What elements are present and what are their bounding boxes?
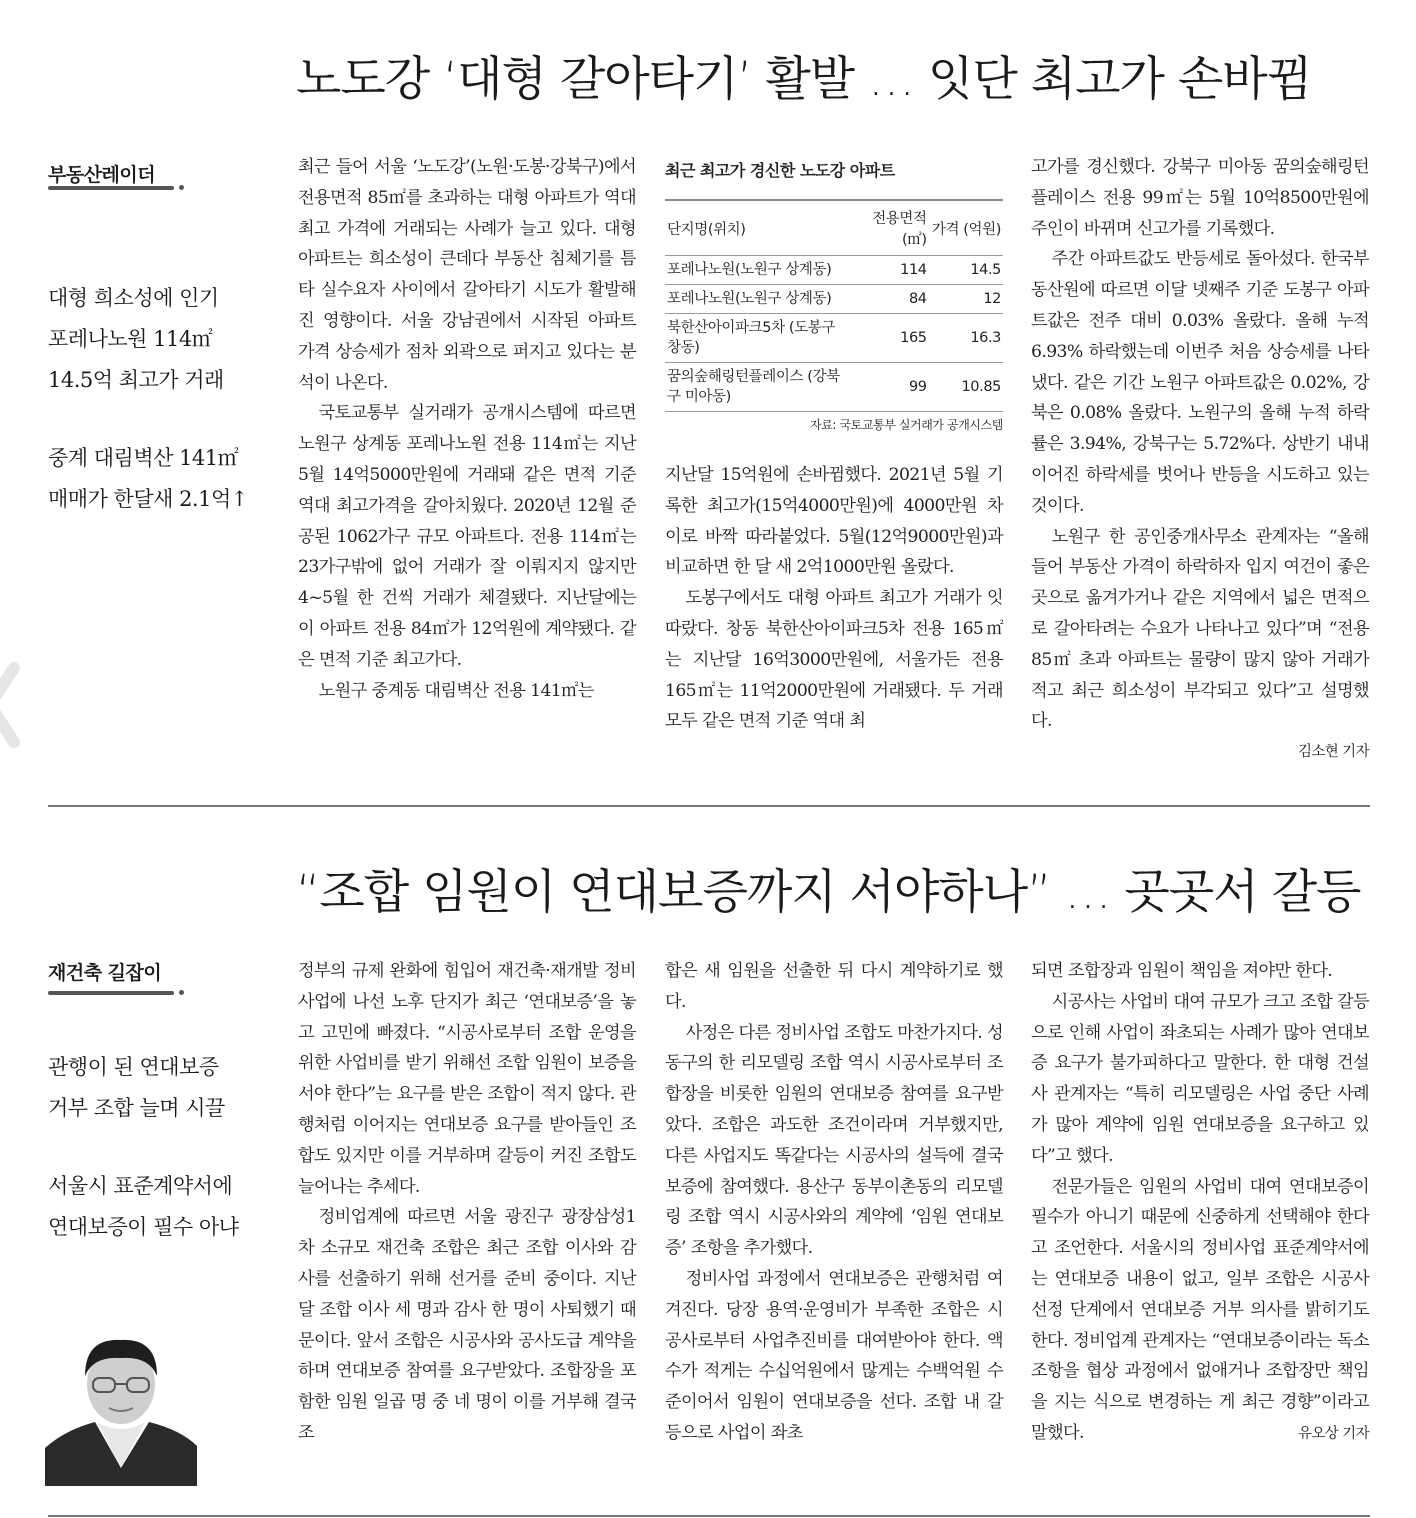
cell-price: 14.5 (929, 256, 1003, 285)
paragraph: 정부의 규제 완화에 힘입어 재건축·재개발 정비사업에 나선 노후 단지가 최근 ‘연대보증’을 놓고 고민에 빠졌다. “시공사로부터 조합 운영을 위한 사업비를 받기 위해선 조합 임원이 보증을 서야 한다”는 요구를 받은 조합이 적지 않다. 관행처럼 이어지는 연대보증 요구를 받아들인 조합도 있지만 이를 거부하며 갈등이 커진 조합도 늘어나는 추세다. (298, 961, 636, 1197)
section-label: 재건축 길잡이 (48, 962, 162, 984)
paragraph: 시공사는 사업비 대여 규모가 크고 조합 갈등으로 인해 사업이 좌초되는 사례가 많아 연대보증 요구가 불가피하다고 말한다. 한 대형 건설사 관계자는 “특히 리모델링은 사업 중단 사례가 많아 계약에 임원 연대보증을 요구하고 있다”고 했다. (1031, 991, 1369, 1166)
byline: 김소현 기자 (1297, 744, 1369, 761)
table-row (665, 363, 1003, 412)
cell-price: 12 (929, 285, 1003, 314)
paragraph: 정비사업 과정에서 연대보증은 관행처럼 여겨진다. 당장 용역·운영비가 부족한 조합은 시공사로부터 사업추진비를 대여받아야 한다. 액수가 적게는 수십억원에서 많게는 수백억원 수준이어서 임원이 연대보증을 선다. 조합 내 갈등으로 사업이 좌초 (665, 1268, 1003, 1443)
cell-area: 84 (854, 285, 928, 314)
cell-name: 포레나노원(노원구 상계동) (665, 256, 854, 285)
article-column-3 (1031, 956, 1369, 1450)
paragraph: 정비업계에 따르면 서울 광진구 광장삼성1차 소규모 재건축 조합은 최근 조합 이사와 감사를 선출하기 위해 선거를 준비 중이다. 지난달 조합 이사 세 명과 감사 한 명이 사퇴했기 때문이다. 앞서 조합은 시공사와 공사도급 계약을 하며 연대보증 참여를 요구받았다. 조합장을 포함한 임원 일곱 명 중 네 명이 이를 거부해 결국 조 (298, 1207, 636, 1443)
article-column-2 (665, 460, 1003, 737)
article-headline: “조합 임원이 연대보증까지 서야하나” … 곳곳서 갈등 (296, 865, 1361, 920)
deck-line: 서울시 표준계약서에 (48, 1174, 233, 1198)
cell-price: 10.85 (929, 363, 1003, 412)
columnist-photo (45, 1318, 197, 1486)
paragraph: 지난달 15억원에 손바뀜했다. 2021년 5월 기록한 최고가(15억4000만원)에 4000만원 차이로 바짝 따라붙었다. 5월(12억9000만원)과 비교하면 한 달 새 2억1000만원 올랐다. (665, 465, 1003, 578)
paragraph: 최근 들어 서울 ‘노도강’(노원·도봉·강북구)에서 전용면적 85㎡를 초과하는 대형 아파트가 역대 최고 가격에 거래되는 사례가 늘고 있다. 대형 아파트는 희소성이 큰데다 부동산 침체기를 틈타 실수요자 사이에서 갈아타기 시도가 활발해진 영향이다. 서울 강남권에서 시작된 아파트 가격 상승세가 점차 외곽으로 퍼지고 있다는 분석이 나온다. (298, 157, 636, 393)
cell-area: 99 (854, 363, 928, 412)
deck-line: 관행이 된 연대보증 (48, 1055, 219, 1079)
chevron-left-icon[interactable] (0, 660, 38, 750)
paragraph: 합은 새 임원을 선출한 뒤 다시 계약하기로 했다. (665, 961, 1003, 1012)
table-row (665, 256, 1003, 285)
cell-area: 165 (854, 314, 928, 363)
section-dot (179, 185, 184, 190)
article-deck (48, 278, 248, 520)
article-headline: 노도강 ‘대형 갈아타기’ 활발 … 잇단 최고가 손바뀜 (296, 52, 1312, 107)
section-underline (48, 186, 174, 190)
table-header-area: 전용면적 (㎡) (854, 200, 928, 256)
paragraph: 되면 조합장과 임원이 책임을 져야만 한다. (1031, 961, 1333, 981)
data-table-box (665, 158, 1003, 433)
deck-line: 포레나노원 114㎡ (48, 327, 213, 351)
cell-price: 16.3 (929, 314, 1003, 363)
cell-name: 꿈의숲해링턴플레이스 (강북구 미아동) (665, 363, 854, 412)
deck-line: 중계 대림벽산 141㎡ (48, 446, 239, 470)
person-portrait-icon (45, 1318, 197, 1486)
table-source: 자료: 국토교통부 실거래가 공개시스템 (810, 418, 1003, 432)
deck-line: 대형 희소성에 인기 (48, 286, 219, 310)
article-column-1 (298, 956, 636, 1449)
table-row (665, 314, 1003, 363)
section-label: 부동산레이더 (48, 164, 156, 186)
article-divider (48, 805, 1370, 807)
deck-line: 매매가 한달새 2.1억↑ (48, 487, 248, 511)
paragraph: 사정은 다른 정비사업 조합도 마찬가지다. 성동구의 한 리모델링 조합 역시 시공사로부터 조합장을 비롯한 임원의 연대보증 참여를 요구받았다. 조합은 과도한 조건이라며 거부했지만, 다른 사업지도 똑같다는 시공사의 설득에 결국 보증에 참여했다. 용산구 동부이촌동의 리모델링 조합 역시 시공사와의 계약에 ‘임원 연대보증’ 조항을 추가했다. (665, 1022, 1003, 1259)
deck-line: 거부 조합 늘며 시끌 (48, 1096, 225, 1120)
paragraph: 전문가들은 임원의 사업비 대여 연대보증이 필수가 아니기 때문에 신중하게 선택해야 한다고 조언한다. 서울시의 정비사업 표준계약서에는 연대보증 내용이 없고, 일부 조합은 시공사 선정 단계에서 연대보증 거부 의사를 밝히기도 한다. 정비업계 관계자는 “연대보증이라는 독소조항을 협상 과정에서 없애거나 조합장만 책임을 지는 식으로 변경하는 게 최근 경향”이라고 말했다. (1031, 1176, 1369, 1443)
deck-line: 14.5억 최고가 거래 (48, 368, 224, 392)
paragraph: 고가를 경신했다. 강북구 미아동 꿈의숲해링턴플레이스 전용 99㎡는 5월 10억8500만원에 주인이 바뀌며 신고가를 기록했다. (1031, 157, 1369, 239)
paragraph: 주간 아파트값도 반등세로 돌아섰다. 한국부동산원에 따르면 이달 넷째주 기준 도봉구 아파트값은 전주 대비 0.03% 올랐다. 올해 누적 6.93% 하락했는데 이번주 처음 상승세를 나타냈다. 같은 기간 노원구 아파트값은 0.02%, 강북은 0.08% 올랐다. 노원구의 올해 누적 하락률은 3.94%, 강북구는 5.72%다. 상반기 내내 이어진 하락세를 벗어나 반등을 시도하고 있는 것이다. (1031, 249, 1369, 516)
table-header-name: 단지명(위치) (665, 200, 854, 256)
cell-name: 북한산아이파크5차 (도봉구 창동) (665, 314, 854, 363)
deck-line: 연대보증이 필수 아냐 (48, 1215, 239, 1239)
cell-name: 포레나노원(노원구 상계동) (665, 285, 854, 314)
cell-area: 114 (854, 256, 928, 285)
table-title: 최근 최고가 경신한 노도강 아파트 (665, 161, 895, 180)
paragraph: 노원구 한 공인중개사무소 관계자는 “올해 들어 부동산 가격이 하락하자 입지 여건이 좋은 곳으로 옮겨가거나 같은 지역에서 넓은 면적으로 갈아타려는 수요가 나타나고 있다”며 “전용 85㎡ 초과 아파트는 물량이 많지 않아 거래가 적고 최근 희소성이 부각되고 있다”고 설명했다. (1031, 526, 1369, 732)
bottom-divider (48, 1515, 1370, 1517)
section-dot (179, 990, 184, 995)
article-deck (48, 1047, 238, 1248)
article-column-3 (1031, 152, 1369, 768)
article-column-2 (665, 956, 1003, 1449)
price-table (665, 199, 1003, 412)
table-header-price: 가격 (억원) (929, 200, 1003, 256)
byline: 유오상 기자 (1297, 1425, 1369, 1442)
article-column-1 (298, 152, 636, 706)
table-row (665, 285, 1003, 314)
paragraph: 도봉구에서도 대형 아파트 최고가 거래가 잇따랐다. 창동 북한산아이파크5차 전용 165㎡는 지난달 16억3000만원에, 서울가든 전용 165㎡는 11억2000만원에 거래됐다. 두 거래 모두 같은 면적 기준 역대 최 (665, 588, 1003, 732)
section-underline (48, 991, 174, 995)
paragraph: 노원구 중계동 대림벽산 전용 141㎡는 (318, 680, 594, 701)
paragraph: 국토교통부 실거래가 공개시스템에 따르면 노원구 상계동 포레나노원 전용 114㎡는 지난 5월 14억5000만원에 거래돼 같은 면적 기준 역대 최고가격을 갈아치웠다. 2020년 12월 준공된 1062가구 규모 아파트다. 전용 114㎡는 23가구밖에 없어 거래가 잘 이뤄지지 않지만 4~5월 한 건씩 거래가 체결됐다. 지난달에는 이 아파트 전용 84㎡가 12억원에 계약됐다. 같은 면적 기준 최고가다. (298, 403, 636, 670)
